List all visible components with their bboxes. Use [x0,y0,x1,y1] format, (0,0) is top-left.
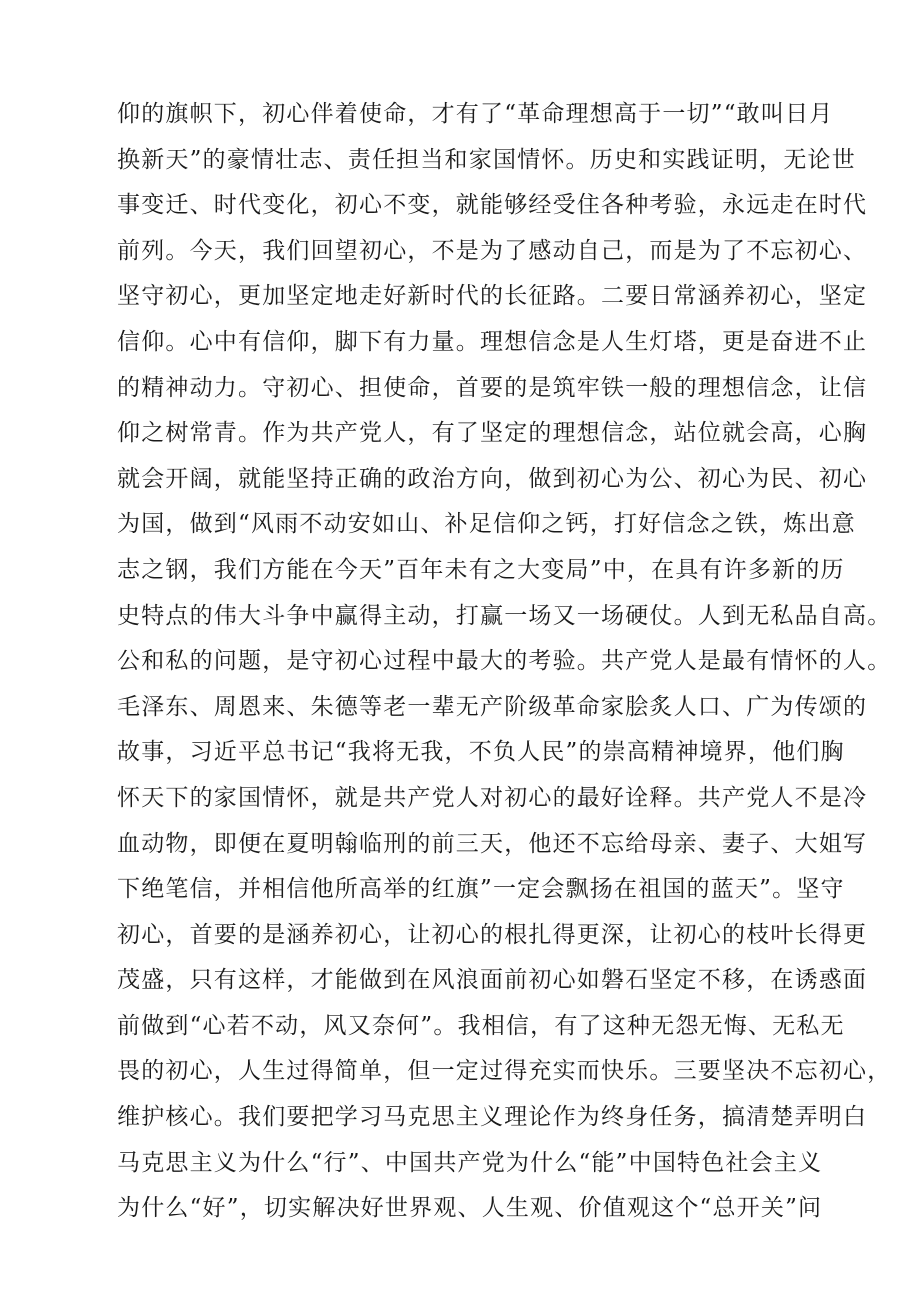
text-line-11: 志之钢，我们方能在今天”百年未有之大变局”中，在具有许多新的历 [117,556,845,583]
text-line-8: 仰之树常青。作为共产党人，有了坚定的理想信念，站位就会高，心胸 [117,420,868,447]
text-line-23: 维护核心。我们要把学习马克思主义理论作为终身任务，搞清楚弄明白 [117,1104,868,1131]
text-line-22: 畏的初心，人生过得简单，但一定过得充实而快乐。三要坚决不忘初心， [117,1058,892,1085]
text-line-7: 的精神动力。守初心、担使命，首要的是筑牢铁一般的理想信念，让信 [117,374,868,401]
text-line-6: 信仰。心中有信仰，脚下有力量。理想信念是人生灯塔，更是奋进不止 [117,328,868,355]
text-line-13: 公和私的问题，是守初心过程中最大的考验。共产党人是最有情怀的人。 [117,648,892,675]
text-line-3: 事变迁、时代变化，初心不变，就能够经受住各种考验，永远走在时代 [117,192,868,219]
text-line-20: 茂盛，只有这样，才能做到在风浪面前初心如磐石坚定不移，在诱惑面 [117,967,868,994]
body-text [117,92,892,1232]
text-line-19: 初心，首要的是涵养初心，让初心的根扎得更深，让初心的枝叶长得更 [117,921,868,948]
text-line-12: 史特点的伟大斗争中赢得主动，打赢一场又一场硬仗。人到无私品自高。 [117,602,892,629]
text-line-10: 为国，做到“风雨不动安如山、补足信仰之钙，打好信念之铁，炼出意 [117,511,856,538]
text-line-18: 下绝笔信，并相信他所高举的红旗”一定会飘扬在祖国的蓝天”。坚守 [117,876,845,903]
text-line-14: 毛泽东、周恩来、朱德等老一辈无产阶级革命家脍炙人口、广为传颂的 [117,693,868,720]
text-line-9: 就会开阔，就能坚持正确的政治方向，做到初心为公、初心为民、初心 [117,465,868,492]
text-line-2: 换新天”的豪情壮志、责任担当和家国情怀。历史和实践证明，无论世 [117,146,856,173]
text-line-17: 血动物，即便在夏明翰临刑的前三天，他还不忘给母亲、妻子、大姐写 [117,830,868,857]
text-line-1: 仰的旗帜下，初心伴着使命，才有了“革命理想高于一切”“敢叫日月 [117,101,834,127]
text-line-16: 怀天下的家国情怀，就是共产党人对初心的最好诠释。共产党人不是冷 [117,784,868,811]
text-line-21: 前做到“心若不动，风又奈何”。我相信，有了这种无怨无悔、无私无 [117,1012,845,1039]
text-line-24: 马克思主义为什么“行”、中国共产党为什么“能”中国特色社会主义 [117,1149,823,1176]
text-line-5: 坚守初心，更加坚定地走好新时代的长征路。二要日常涵养初心，坚定 [117,283,868,310]
text-line-15: 故事，习近平总书记“我将无我，不负人民”的崇高精神境界，他们胸 [117,739,845,766]
text-line-25: 为什么“好”，切实解决好世界观、人生观、价值观这个“总开关”问 [117,1195,823,1222]
text-line-4: 前列。今天，我们回望初心，不是为了感动自己，而是为了不忘初心、 [117,237,868,264]
